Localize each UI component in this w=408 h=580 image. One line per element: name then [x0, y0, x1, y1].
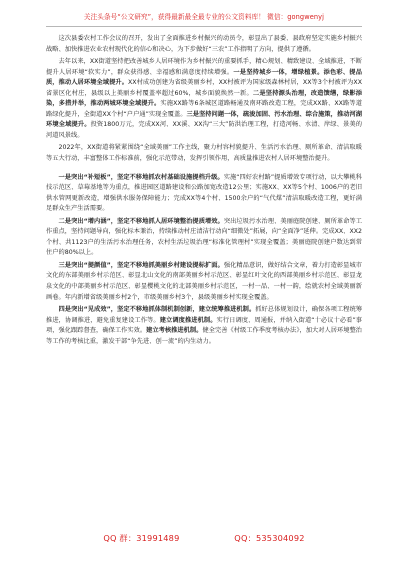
paragraph-p4 — [46, 173, 362, 215]
bold-heading-text: 四是突出“见成效”，坚定不移地抓体制机制创新，建立统筹推进机制。 — [58, 306, 256, 314]
document-body — [46, 34, 362, 347]
paragraph-p6 — [46, 261, 362, 303]
body-text: 去年以来，XX街道坚持把改善城乡人居环境作为乡村振兴的重要抓手，精心规划、精致建设、全域推进，不断提升人居环境“软实力”，群众获得感、幸福感和满意度持续增强。 — [46, 58, 362, 76]
body-text: 强化精品意识，做好结合文章，着力打造彰显城市文化的东部美丽乡村示范区、彰显北山文化的南部美丽乡村示范区、彰显红叶文化的西部美丽乡村示范区、彰显龙泉文化的中部美丽乡村示范区、彰显樱桃文化的北部美丽乡村示范区，一村一品、一村一韵，绘就农村全域美丽新画卷。年内新增省级美丽乡村2个，市级美丽乡村3个，县级美丽乡村实现全覆盖。 — [46, 261, 362, 301]
header-notice: 关注头条号“公文研究”，获得最新最全最专业的公文资料库！ 微信：gongwenyj — [83, 13, 325, 21]
body-text: 实施“四好农村路”提质增效专项行动，以大攀桃科技示范区、草莓基地等为重点，推进园区道路建设和公路加宽改造12公里；实施XX、XX等5个村、1006户的老旧供水管网更新改造，增强供水服务保障能力；完成XX等4个村、1500余户的“气代煤”清洁取暖改造工程，更好满足群众生产生活需要。 — [46, 173, 362, 213]
bold-heading-text: 三是坚持问题一体，疏浚加固、污水治理、综合施策，推动河湖环境全域提升。 — [46, 110, 362, 129]
body-text: 突出垃圾污水治理、美丽庭院创建、厕所革命等工作重点，坚持问题导向，强化标本兼治，持续推动村庄清洁行动向“细微处”拓展，向“全面净”延伸。完成XX、XX2个村、共1123户的生活污水治理任务，农村生活垃圾治理“标准化管理村”实现全覆盖；美丽庭院创建户数达到常住户的80%以上。 — [46, 217, 362, 257]
paragraph-p3 — [46, 143, 362, 164]
body-text: XX村成功创建为省级美丽乡村，XX村被评为国家级森林村居，XX等3个村被评为XX省景区化村庄，县级以上美丽乡村覆盖率超过60%，城乡面貌焕然一新。 — [46, 79, 362, 97]
body-text: 实施XX路等6条城区道路畅通及南环路改造工程，完成XX路、XX路等道路绿化提升，全街道XX个村“户户通”实现全覆盖。 — [46, 100, 362, 118]
bold-heading-text: 二是坚持源头治理，改造馈缮，绿影添染，多措并举，推动两城环境全域提升。 — [46, 89, 363, 108]
bold-heading-text: 添色彩、提品质，推动人居环境全域提升。 — [46, 68, 363, 87]
footer-contact — [46, 533, 362, 544]
bold-heading-text: 二是突出“增内涵”，坚定不移地抓人居环境整治提质增效。 — [58, 217, 224, 225]
paragraph-p1 — [46, 34, 362, 55]
paragraph-p7 — [46, 305, 362, 347]
header-bar — [46, 10, 362, 27]
body-text: 投资1800万元，完成XX河、XX溪、XX沟“三大”防洪治理工程，打造河畅、水清、岸绿、景美的河道风景线。 — [46, 121, 362, 139]
bold-heading-text: 三是突出“提颜值”，坚定不移地抓美丽乡村建设提标扩面。 — [58, 261, 224, 269]
body-text: 实行日调度、周通报，并纳入街道“十必议十必看”事项，强化跟踪督查，确保工作实效。 — [46, 316, 363, 335]
bold-heading-text: 建立调度推进机制。 — [159, 316, 217, 324]
footer-qq: QQ：535304092 — [234, 533, 305, 543]
body-text: 抓好总体规划设计，确保各项工程统筹推进，协调推进，避免重复建设工作等。 — [46, 306, 362, 324]
bold-heading-text: 一是突出“补短板”，坚定不移地抓农村基础设施提档升级。 — [58, 173, 224, 181]
bold-heading-text: 建立考核推进机制。 — [146, 327, 203, 335]
paragraph-p2 — [46, 57, 362, 141]
body-text: 2022年，XX街道将紧紧围绕“全域美丽”工作主线，聚力村容村貌提升、生活污水治理、厕所革命、清洁取暖等五大行动，丰富整体工作标准前，强化示范带动，发挥引领作用，高质量推进农村人居环境整治提升。 — [46, 144, 362, 163]
body-text: 这次县委农村工作会议的召开，发出了全面推进乡村振兴的动员令，彰显出了县委、县政府坚定实施乡村振兴战略、加快推进农业农村现代化的信心和决心，为下步做好“三农”工作指明了方向，提供了遵循。 — [46, 35, 362, 53]
paragraph-p5 — [46, 217, 362, 259]
body-text: 健全完善《村级工作季度考核办法》，加大对人居环境整治等工作的考核比重，激发干部“争先进、创一流”的内生动力。 — [46, 327, 363, 345]
footer-qq-group: QQ 群：31991489 — [103, 533, 180, 543]
bold-heading-text: 一是坚持城乡一体，增绿植景。 — [233, 68, 324, 76]
